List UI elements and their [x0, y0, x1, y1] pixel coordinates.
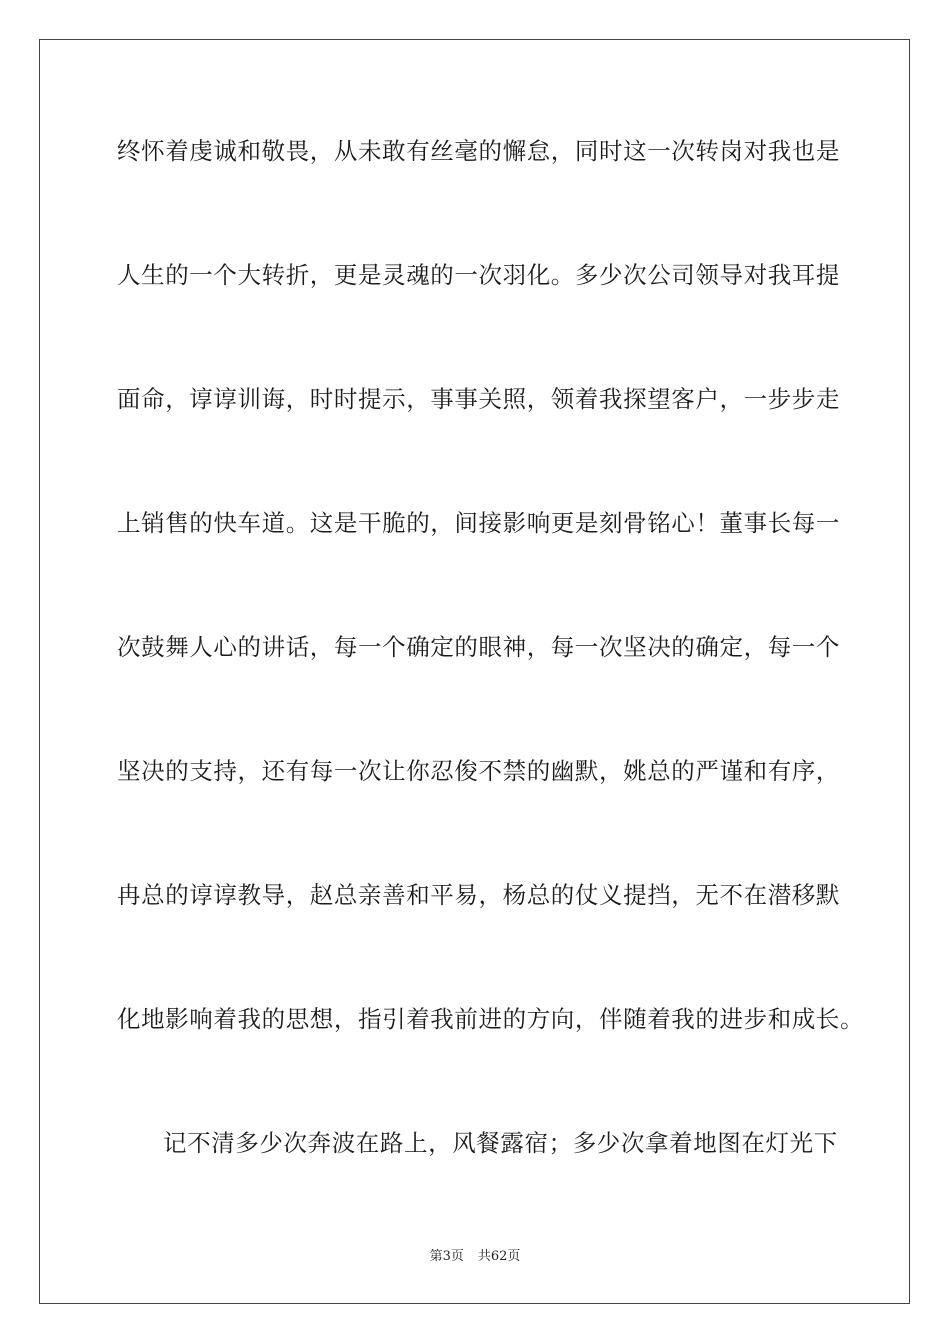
body-text-line-9-indented: 记不清多少次奔波在路上，风餐露宿；多少次拿着地图在灯光下	[163, 1129, 838, 1157]
current-page-label: 第3页	[429, 1249, 464, 1264]
body-text-line-2: 人生的一个大转折，更是灵魂的一次羽化。多少次公司领导对我耳提	[117, 261, 840, 289]
body-text-line-4: 上销售的快车道。这是干脆的，间接影响更是刻骨铭心！董事长每一	[117, 509, 840, 537]
total-pages-label: 共62页	[477, 1249, 521, 1264]
body-text-line-3: 面命，谆谆训诲，时时提示，事事关照，领着我探望客户，一步步走	[117, 385, 840, 413]
body-text-line-7: 冉总的谆谆教导，赵总亲善和平易，杨总的仗义提挡，无不在潜移默	[117, 881, 840, 909]
page-border	[39, 39, 910, 1304]
body-text-line-1: 终怀着虔诚和敬畏，从未敢有丝毫的懈怠，同时这一次转岗对我也是	[117, 137, 840, 165]
page-footer	[0, 1248, 950, 1266]
body-text-line-5: 次鼓舞人心的讲话，每一个确定的眼神，每一次坚决的确定，每一个	[117, 633, 840, 661]
body-text-line-6: 坚决的支持，还有每一次让你忍俊不禁的幽默，姚总的严谨和有序，	[117, 757, 840, 785]
body-text-line-8: 化地影响着我的思想，指引着我前进的方向，伴随着我的进步和成长。	[117, 1005, 865, 1033]
